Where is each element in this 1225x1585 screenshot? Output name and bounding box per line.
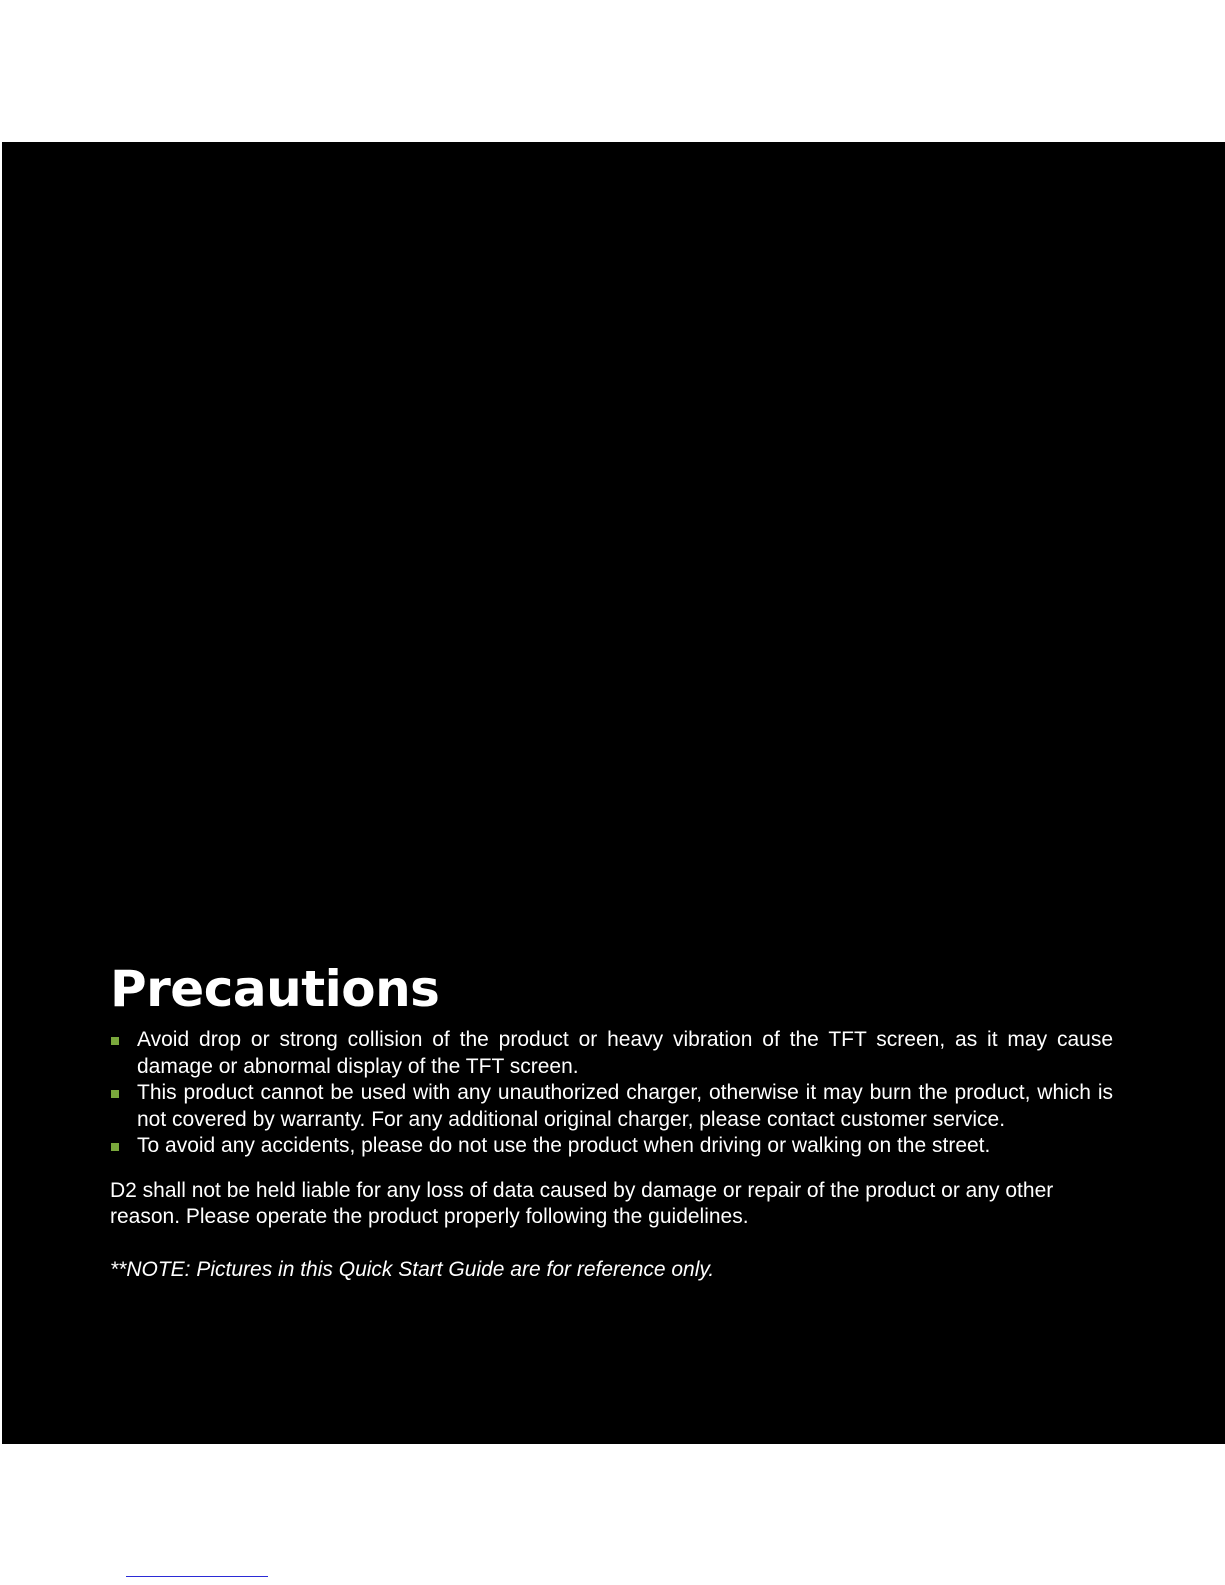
black-content-panel — [2, 142, 1225, 1444]
precautions-list — [110, 1027, 1113, 1160]
square-bullet-icon — [111, 1090, 119, 1098]
footer-rule — [126, 1576, 268, 1577]
bullet-text: This product cannot be used with any unauthorized charger, otherwise it may burn the product, which is not covered by warranty. For any additional original charger, please contact customer service. — [137, 1081, 1113, 1131]
precautions-section — [110, 962, 1113, 1283]
page-title: Precautions — [110, 960, 440, 1018]
bullet-text: To avoid any accidents, please do not use the product when driving or walking on the street. — [137, 1134, 991, 1157]
list-item — [110, 1027, 1113, 1080]
list-item — [110, 1080, 1113, 1133]
bullet-text: Avoid drop or strong collision of the product or heavy vibration of the TFT screen, as it may cause damage or abnormal display of the TFT screen. — [137, 1028, 1113, 1078]
square-bullet-icon — [111, 1143, 119, 1151]
disclaimer-paragraph: D2 shall not be held liable for any loss of data caused by damage or repair of the product or any other reason. Please operate the product properly following the guidelines. — [110, 1178, 1054, 1228]
square-bullet-icon — [111, 1037, 119, 1045]
list-item — [110, 1133, 1113, 1160]
reference-note: **NOTE: Pictures in this Quick Start Guide are for reference only. — [110, 1257, 715, 1281]
